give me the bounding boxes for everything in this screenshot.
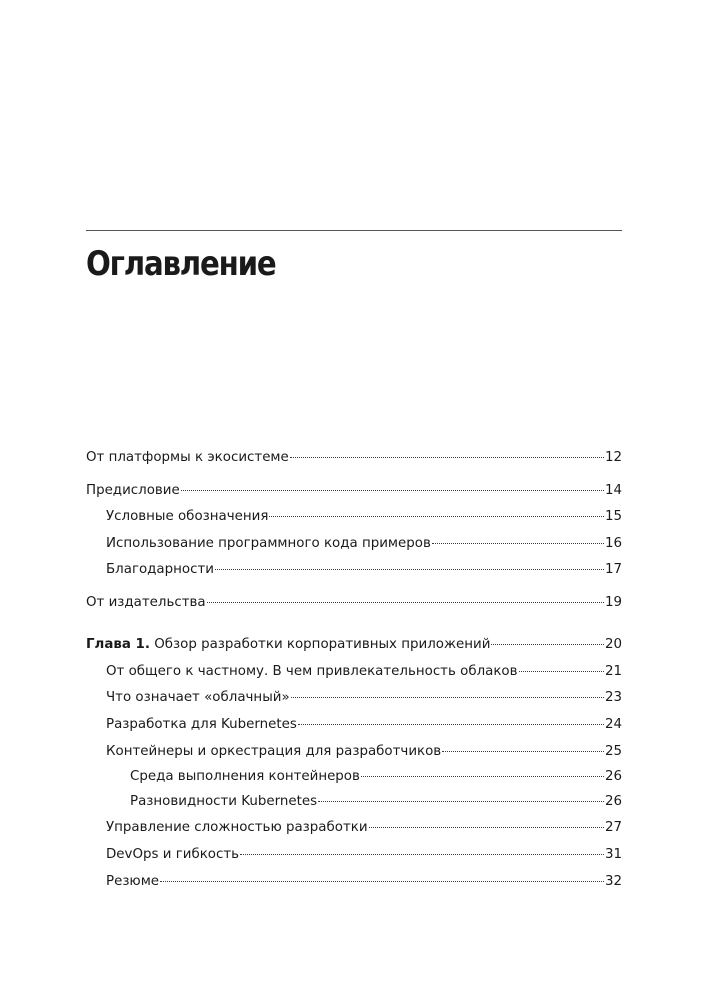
toc-entry-label: Использование программного кода примеров bbox=[106, 536, 431, 551]
toc-entry[interactable] bbox=[106, 741, 622, 763]
toc-entry-label: Условные обозначения bbox=[106, 509, 269, 524]
dot-leader bbox=[298, 724, 604, 725]
dot-leader bbox=[240, 854, 604, 855]
page-title: Оглавление bbox=[86, 244, 276, 284]
toc-entry-page: 27 bbox=[604, 820, 622, 835]
toc-entry[interactable] bbox=[106, 714, 622, 736]
header-rule bbox=[86, 230, 622, 231]
toc-entry-label: Управление сложностью разработки bbox=[106, 820, 368, 835]
toc-entry-page: 20 bbox=[604, 637, 622, 652]
toc-entry-label: Разработка для Kubernetes bbox=[106, 717, 297, 732]
dot-leader bbox=[207, 602, 604, 603]
toc-entry-page: 16 bbox=[604, 536, 622, 551]
toc-entry-page: 15 bbox=[604, 509, 622, 524]
toc-entry-label: Разновидности Kubernetes bbox=[130, 794, 318, 809]
dot-leader bbox=[181, 490, 604, 491]
toc-entry-label: От общего к частному. В чем привлекательность облаков bbox=[106, 664, 518, 679]
dot-leader bbox=[369, 827, 604, 828]
dot-leader bbox=[442, 751, 604, 752]
toc-entry-label bbox=[86, 634, 490, 656]
toc-entry-page: 23 bbox=[604, 690, 622, 705]
dot-leader bbox=[290, 457, 604, 458]
toc-entry[interactable] bbox=[130, 766, 622, 788]
toc-entry-label: Благодарности bbox=[106, 562, 214, 577]
toc-entry-page: 17 bbox=[604, 562, 622, 577]
toc-entry-page: 32 bbox=[604, 874, 622, 889]
toc-entry[interactable] bbox=[86, 447, 622, 469]
toc-entry-page: 26 bbox=[604, 769, 622, 784]
toc-entry[interactable] bbox=[106, 687, 622, 709]
dot-leader bbox=[491, 644, 604, 645]
toc-entry-page: 25 bbox=[604, 744, 622, 759]
toc-entry[interactable] bbox=[106, 844, 622, 866]
toc-entry[interactable] bbox=[106, 871, 622, 893]
toc-entry-label: DevOps и гибкость bbox=[106, 847, 240, 862]
dot-leader bbox=[318, 801, 604, 802]
dot-leader bbox=[269, 516, 604, 517]
dot-leader bbox=[291, 697, 604, 698]
dot-leader bbox=[215, 569, 604, 570]
toc-entry-page: 26 bbox=[604, 794, 622, 809]
toc-chapter-entry[interactable] bbox=[86, 634, 622, 656]
toc-entry-page: 12 bbox=[604, 450, 622, 465]
dot-leader bbox=[160, 881, 604, 882]
toc-entry[interactable] bbox=[106, 533, 622, 555]
toc-entry[interactable] bbox=[106, 817, 622, 839]
toc-entry-page: 21 bbox=[604, 664, 622, 679]
toc-entry[interactable] bbox=[86, 592, 622, 614]
dot-leader bbox=[432, 543, 604, 544]
toc-entry-label: Предисловие bbox=[86, 483, 180, 498]
dot-leader bbox=[361, 776, 604, 777]
toc-entry[interactable] bbox=[106, 559, 622, 581]
toc-entry-label: Резюме bbox=[106, 874, 160, 889]
toc-entry-label: Что означает «облачный» bbox=[106, 690, 290, 705]
dot-leader bbox=[519, 671, 604, 672]
toc-entry-page: 19 bbox=[604, 595, 622, 610]
toc-entry-page: 14 bbox=[604, 483, 622, 498]
toc-entry-page: 24 bbox=[604, 717, 622, 732]
toc-entry-label: От издательства bbox=[86, 595, 206, 610]
toc-entry[interactable] bbox=[106, 506, 622, 528]
toc-entry[interactable] bbox=[106, 661, 622, 683]
toc-entry[interactable] bbox=[130, 791, 622, 813]
toc-entry-label: Контейнеры и оркестрация для разработчиков bbox=[106, 744, 442, 759]
chapter-title: Обзор разработки корпоративных приложений bbox=[149, 637, 491, 652]
chapter-prefix: Глава 1. bbox=[86, 637, 150, 652]
toc-entry[interactable] bbox=[86, 480, 622, 502]
toc-entry-label: Среда выполнения контейнеров bbox=[130, 769, 360, 784]
toc-entry-page: 31 bbox=[604, 847, 622, 862]
toc-entry-label: От платформы к экосистеме bbox=[86, 450, 289, 465]
